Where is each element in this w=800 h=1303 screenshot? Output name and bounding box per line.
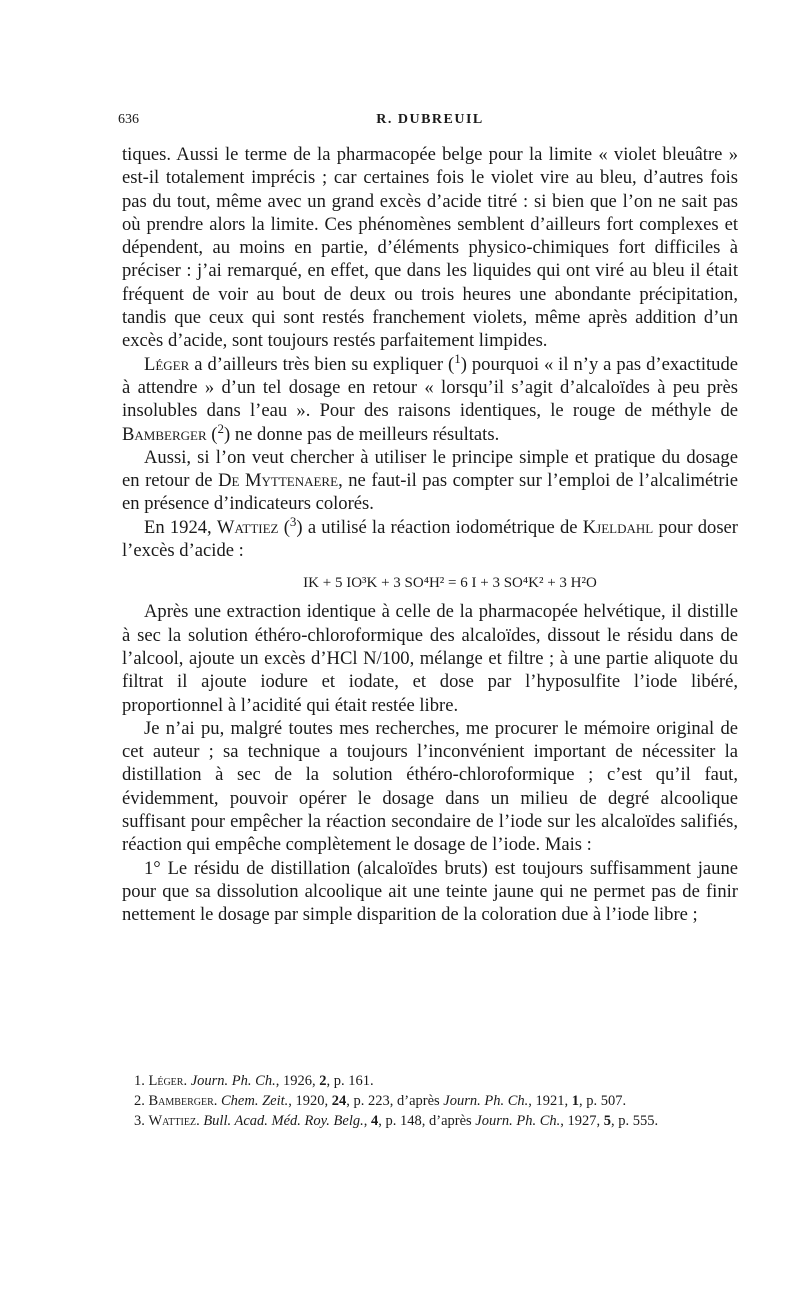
- chemical-equation: IK + 5 IO³K + 3 SO⁴H² = 6 I + 3 SO⁴K² + 3 H²O: [303, 575, 597, 592]
- author-name: Wattiez: [216, 516, 279, 538]
- footnote: 2. Bamberger. Chem. Zeit., 1920, 24, p. 223, d’après Journ. Ph. Ch., 1921, 1, p. 507.: [134, 1092, 627, 1109]
- paragraph: Je n’ai pu, malgré toutes mes recherches, me procurer le mémoire original de cet auteur ; sa technique a toujours l’inconvénient important de nécessiter la distillation à sec de la solution éthéro-chloroformique ; c’est qu’il faut, évidemment, pouvoir opérer le dosage dans un milieu de degré alcoolique suffisant pour empêcher la réaction secondaire de l’iode sur les alcaloïdes salifiés, réaction qui empêche complètement le dosage de l’iode. Mais :: [122, 717, 738, 856]
- footnote: 1. Léger. Journ. Ph. Ch., 1926, 2, p. 161.: [134, 1073, 374, 1089]
- author-name: Wattiez: [148, 1112, 197, 1129]
- body-text: [122, 143, 738, 927]
- volume-number: 24: [331, 1092, 347, 1109]
- running-head: [118, 112, 738, 134]
- journal-title: Journ. Ph. Ch.: [475, 1112, 561, 1129]
- running-head-author: R. DUBREUIL: [376, 112, 484, 127]
- author-name: Léger: [148, 1073, 184, 1089]
- paragraph: Aussi, si l’on veut chercher à utiliser le principe simple et pratique du dosage en retour de De Myttenaere, ne faut-il pas compter sur l’emploi de l’alcalimétrie en présence d’indicateurs colorés.: [122, 446, 738, 515]
- paragraph: Après une extraction identique à celle de la pharmacopée helvétique, il distille à sec la solution éthéro-chloroformique des alcaloïdes, dissout le résidu dans de l’alcool, ajoute un excès d’HCl N/100, mélange et filtre ; à une partie aliquote du filtrat il ajoute iodure et iodate, et dose par l’hyposulfite l’iode libéré, proportionnel à l’acidité qui était restée libre.: [122, 601, 738, 716]
- journal-title: Chem. Zeit.: [220, 1092, 289, 1109]
- journal-title: Bull. Acad. Méd. Roy. Belg.: [203, 1112, 364, 1129]
- volume-number: 5: [603, 1112, 612, 1129]
- footnote: 3. Wattiez. Bull. Acad. Méd. Roy. Belg., 4, p. 148, d’après Journ. Ph. Ch., 1927, 5, p. 555.: [134, 1112, 659, 1129]
- journal-title: Journ. Ph. Ch.: [190, 1073, 276, 1089]
- author-name: Bamberger: [148, 1092, 214, 1109]
- author-name: De Myttenaere: [218, 470, 339, 492]
- journal-title: Journ. Ph. Ch.: [443, 1092, 529, 1109]
- paragraph: 1° Le résidu de distillation (alcaloïdes bruts) est toujours suffisamment jaune pour que sa dissolution alcoolique ait une teinte jaune qui ne permet pas de finir nettement le dosage par simple disparition de la coloration due à l’iode libre ;: [122, 857, 738, 926]
- volume-number: 2: [319, 1073, 327, 1089]
- paragraph: Léger a d’ailleurs très bien su expliquer ($^1$) pourquoi « il n’y a pas d’exactitude à attendre » d’un tel dosage en retour « lorsqu’il s’agit d’alcaloïdes à peu près insolubles dans l’eau ». Pour des raisons identiques, le rouge de méthyle de Bamberger ($^2$) ne donne pas de meilleurs résultats.: [122, 350, 739, 445]
- footnote-ref[interactable]: 2: [217, 420, 224, 436]
- footnote-ref[interactable]: 1: [454, 350, 461, 366]
- paragraph: En 1924, Wattiez ($^3$) a utilisé la réaction iodométrique de Kjeldahl pour doser l’excès d’acide :: [122, 513, 739, 562]
- footnote-ref[interactable]: 3: [289, 513, 297, 529]
- footnotes: [122, 1072, 738, 1131]
- volume-number: 1: [571, 1092, 580, 1109]
- page-number: 636: [118, 112, 139, 127]
- volume-number: 4: [370, 1112, 379, 1129]
- author-name: Kjeldahl: [582, 516, 654, 538]
- author-name: Bamberger: [122, 423, 207, 445]
- paragraph: tiques. Aussi le terme de la pharmacopée belge pour la limite « violet bleuâtre » est-il totalement imprécis ; car certaines fois le violet vire au bleu, d’autres fois pas du tout, même avec un grand excès d’acide titré : si bien que l’on ne sait pas où prendre alors la limite. Ces phénomènes semblent d’ailleurs fort complexes et dépendent, au moins en partie, d’éléments physico-chimiques fort difficiles à préciser : j’ai remarqué, en effet, que dans les liquides qui ont viré au bleu il était fréquent de voir au bout de deux ou trois heures une abondante précipitation, tandis que ceux qui sont restés franchement violets, même après addition d’un excès d’acide, sont toujours restés parfaitement limpides.: [122, 144, 738, 352]
- author-name: Léger: [144, 353, 190, 375]
